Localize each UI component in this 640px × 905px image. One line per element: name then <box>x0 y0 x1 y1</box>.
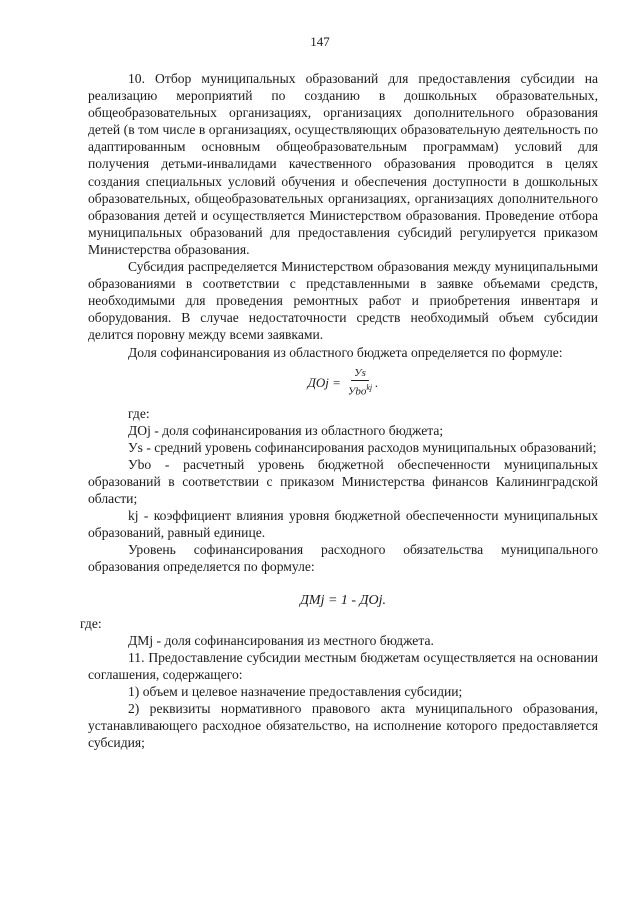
paragraph-subsidy: Субсидия распределяется Министерством образования между муниципальными образованиями в соответствии с представленными в заявке объемами средств, необходимыми для проведения ремонтных работ и приобретения инвентаря и оборудования. В случае недостаточности средств необходимый объем субсидии делится поровну между всеми заявками. <box>88 259 598 343</box>
formula-doj-den-exponent: kj <box>366 382 373 392</box>
page-number: 147 <box>310 34 330 49</box>
list-item-1: 1) объем и целевое назначение предоставления субсидии; <box>128 684 463 699</box>
list-item-2: 2) реквизиты нормативного правового акта муниципального образования, устанавливающего расходное обязательство, на исполнение которого предоставляется субсидия; <box>88 701 598 751</box>
paragraph-11: 11. Предоставление субсидии местным бюджетам осуществляется на основании соглашения, содержащего: <box>88 649 598 682</box>
formula-doj-fraction <box>345 367 375 399</box>
where-label-2: где: <box>80 615 102 631</box>
formula-dmj: ДМj = 1 - ДОj. <box>300 592 386 608</box>
formula-doj-denominator <box>345 381 375 399</box>
paragraph-10: 10. Отбор муниципальных образований для предоставления субсидии на реализацию мероприятий по созданию в дошкольных образовательных, общеобразовательных организациях, организациях дополнительного образования детей (в том числе в организациях, осуществляющих образовательную деятельность по адаптированным основным общеобразовательным программам) условий для получения детьми-инвалидами качественного образования проводится в целях создания специальных условий обучения и обеспечения доступности в дошкольных образовательных, общеобразовательных организациях, организациях дополнительного образования детей и осуществляется Министерством образования. Проведение отбора муниципальных образований для предоставления субсидий регулируется приказом Министерства образования. <box>88 71 598 257</box>
definition-doj: ДОj - доля софинансирования из областного бюджета; <box>128 422 444 438</box>
formula-doj-tail: . <box>375 375 379 391</box>
definition-ys: Уs - средний уровень софинансирования расходов муниципальных образований; <box>128 439 597 455</box>
formula-doj-lhs: ДOj = <box>307 375 341 391</box>
formula-doj-numerator: Уs <box>351 367 369 381</box>
definition-kj: kj - коэффициент влияния уровня бюджетной обеспеченности муниципальных образований, равный единице. <box>88 508 598 541</box>
paragraph-share: Доля софинансирования из областного бюджета определяется по формуле: <box>128 344 563 360</box>
document-body <box>80 70 598 751</box>
formula-doj-den-main: Уbo <box>347 385 367 398</box>
formula-doj <box>88 361 598 405</box>
paragraph-level: Уровень софинансирования расходного обязательства муниципального образования определяется по формуле: <box>88 542 598 575</box>
definition-ybo: Уbo - расчетный уровень бюджетной обеспеченности муниципальных образований в соответствии с приказом Министерства финансов Калининградской области; <box>88 456 598 507</box>
where-label-1: где: <box>128 405 150 421</box>
definition-dmj: ДМj - доля софинансирования из местного бюджета. <box>128 632 434 648</box>
